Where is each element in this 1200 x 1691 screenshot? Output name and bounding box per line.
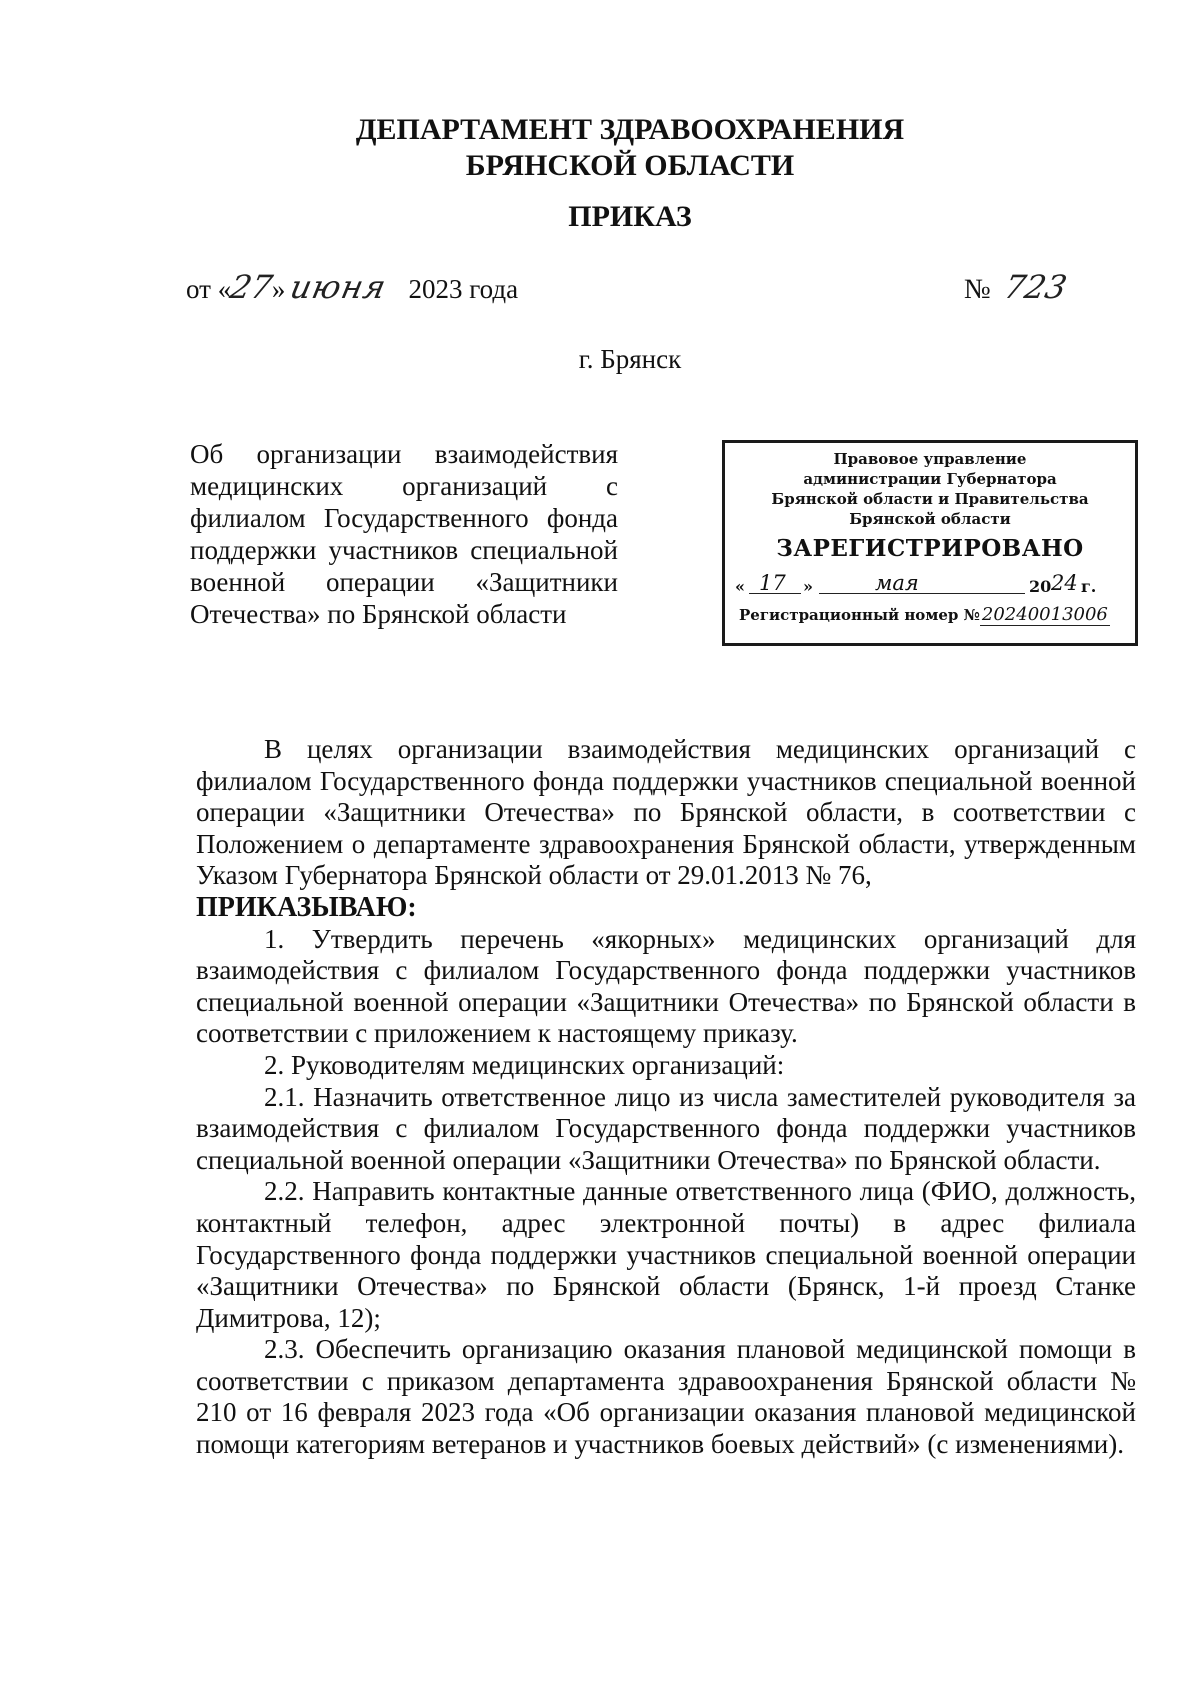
order-item-2-2: 2.2. Направить контактные данные ответственного лица (ФИО, должность, контактный телефон, адрес электронной почты) в адрес филиала Государственного фонда поддержки участников специальной военной операции «Защитники Отечества» по Брянской области (Брянск, 1-й проезд Станке Димитрова, 12); — [196, 1176, 1136, 1333]
order-item-2-1: 2.1. Назначить ответственное лицо из числа заместителей руководителя за взаимодействия с филиалом Государственного фонда поддержки участников специальной военной операции «Защитники Отечества» по Брянской области. — [196, 1081, 1136, 1175]
stamp-month-handwritten: мая — [875, 571, 919, 595]
order-date — [186, 268, 518, 306]
order-item-2: 2. Руководителям медицинских организаций: — [264, 1049, 785, 1080]
stamp-line4: Брянской области — [849, 510, 1011, 528]
stamp-regnum — [739, 604, 1135, 625]
stamp-quote-close: » — [803, 577, 813, 596]
stamp-line2: администрации Губернатора — [803, 470, 1057, 488]
stamp-year-handwritten: 24 — [1051, 571, 1078, 595]
stamp-registered: ЗАРЕГИСТРИРОВАНО — [776, 535, 1084, 562]
order-number — [964, 268, 1070, 306]
date-month-handwritten: июня — [287, 268, 391, 306]
city: г. Брянск — [578, 344, 682, 374]
date-prefix: от « — [186, 274, 232, 304]
stamp-authority — [725, 449, 1135, 529]
order-item-1: 1. Утвердить перечень «якорных» медицинских организаций для взаимодействия с филиалом Государственного фонда поддержки участников специальной военной операции «Защитники Отечества» по Брянской области в соответствии с приложением к настоящему приказу. — [196, 923, 1136, 1049]
order-body — [196, 734, 1136, 1461]
order-item-2-3: 2.3. Обеспечить организацию оказания плановой медицинской помощи в соответствии с приказом департамента здравоохранения Брянской области № 210 от 16 февраля 2023 года «Об организации оказания плановой медицинской помощи категориям ветеранов и участников боевых действий» (с изменениями). — [196, 1334, 1136, 1460]
stamp-year-g: г. — [1081, 577, 1097, 596]
preamble: В целях организации взаимодействия медицинских организаций с филиалом Государственного фонда поддержки участников специальной военной операции «Защитники Отечества» по Брянской области, в соответствии с Положением о департаменте здравоохранения Брянской области, утвержденным Указом Губернатора Брянской области от 29.01.2013 № 76, — [196, 734, 1136, 891]
stamp-day-handwritten: 17 — [759, 571, 786, 595]
date-mid: » — [271, 274, 286, 304]
document-type: ПРИКАЗ — [568, 200, 692, 233]
stamp-regnum-handwritten: 20240013006 — [981, 604, 1108, 625]
date-year: 2023 года — [408, 274, 519, 304]
registration-stamp — [722, 440, 1138, 646]
number-label: № — [964, 274, 991, 305]
department-title-line1: ДЕПАРТАМЕНТ ЗДРАВООХРАНЕНИЯ — [355, 113, 905, 146]
number-value-handwritten: 723 — [1000, 268, 1070, 306]
stamp-year-prefix: 20 — [1029, 577, 1052, 596]
stamp-month-underline — [819, 593, 1025, 594]
order-subject: Об организации взаимодействия медицинских организаций с филиалом Государственного фонда поддержки участников специальной военной операции «Защитники Отечества» по Брянской области — [190, 439, 618, 629]
date-day-handwritten: 27 — [227, 268, 276, 306]
stamp-regnum-label: Регистрационный номер № — [739, 606, 980, 624]
department-title-line2: БРЯНСКОЙ ОБЛАСТИ — [465, 149, 795, 182]
order-heading: ПРИКАЗЫВАЮ: — [196, 891, 417, 923]
stamp-line1: Правовое управление — [833, 450, 1027, 468]
stamp-line3: Брянской области и Правительства — [771, 490, 1089, 508]
stamp-date — [735, 566, 1125, 600]
stamp-quote-open: « — [735, 577, 745, 596]
